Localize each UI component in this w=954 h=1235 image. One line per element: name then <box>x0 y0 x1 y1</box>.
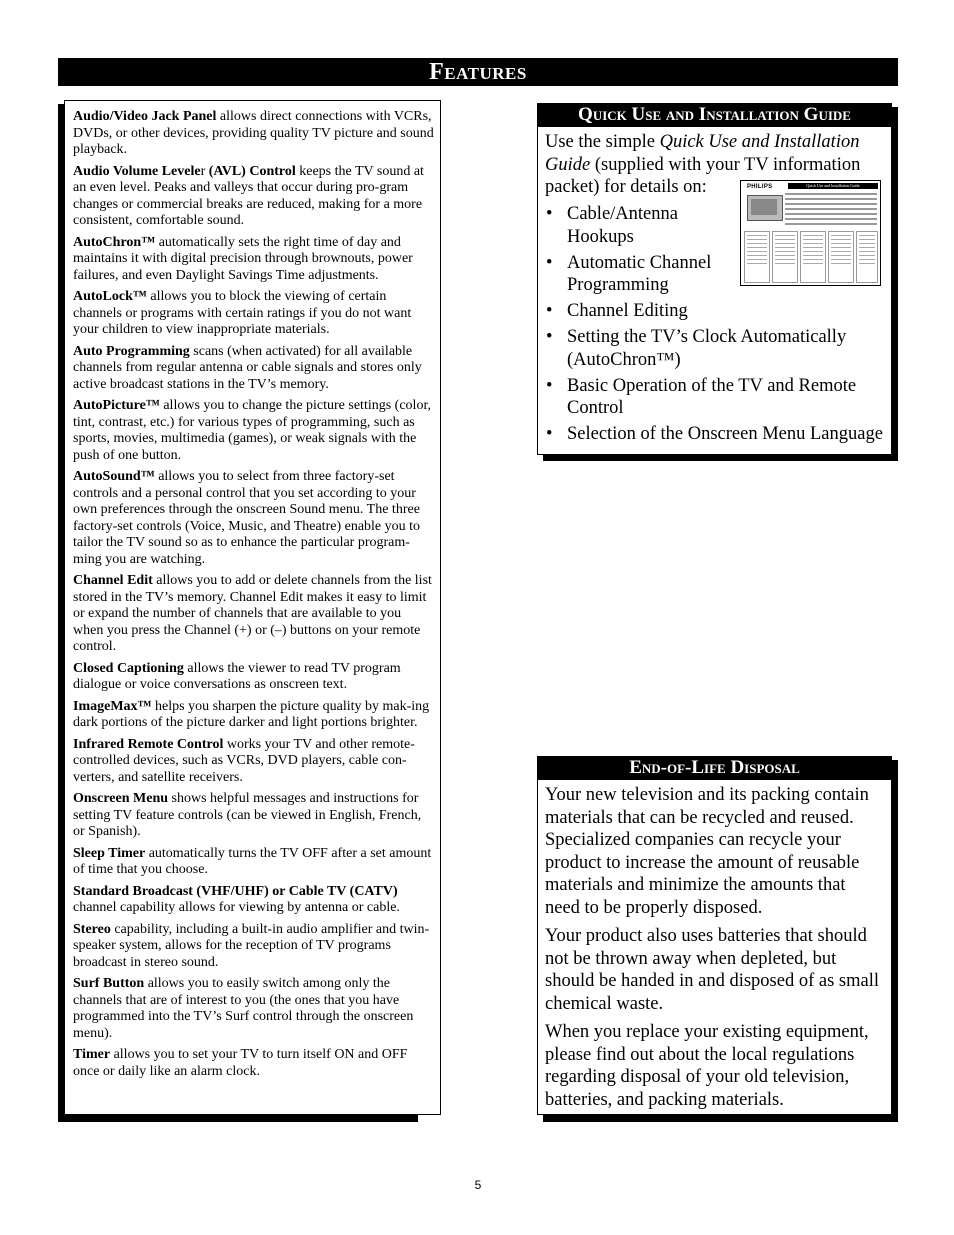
feature-item: AutoPicture™ allows you to change the picture settings (color, tint, contrast, etc.) for various types of programming, such as sports, movies, multimedia (games), or weak signals with the push of one button. <box>73 398 432 463</box>
page-number: 5 <box>474 1178 482 1192</box>
feature-item: Sleep Timer automatically turns the TV OFF after a set amount of time that you choose. <box>73 845 432 877</box>
feature-item: ImageMax™ helps you sharpen the picture quality by mak-ing dark portions of the picture darker and light portions brighter. <box>73 698 430 730</box>
guide-list-item: • Basic Operation of the TV and Remote Control <box>545 375 890 420</box>
feature-item: Audio/Video Jack Panel allows direct connections with VCRs, DVDs, or other devices, providing quality TV picture and sound playback. <box>73 109 434 157</box>
philips-logo: PHILIPS <box>747 184 773 190</box>
feature-item: AutoLock™ allows you to block the viewing of certain channels or programs with certain ratings if you do not want your children to view inappropriate materials. <box>73 289 412 337</box>
feature-item: Audio Volume Leveler (AVL) Control keeps the TV sound at an even level. Peaks and valleys that occur during pro-gram changes or commercial breaks are reduced, making for a more consistent, comfortable sound. <box>73 163 424 228</box>
guide-list-item: • Selection of the Onscreen Menu Language <box>545 423 927 446</box>
guide-list-item: • Channel Editing <box>545 300 890 323</box>
thumb-title: Quick Use and Installation Guide <box>788 183 878 189</box>
feature-item: Surf Button allows you to easily switch among only the channels that are of interest to you (the ones that you have programmed into the TV’s Surf control through the onscreen menu). <box>73 976 414 1041</box>
feature-item: AutoSound™ allows you to select from three factory-set controls and a personal control that you set according to your own preferences through the onscreen Sound menu. The three factory-set controls (Voice, Music, and Theatre) enable you to tailor the TV sound so as to enhance the particular program-ming you are watching. <box>73 469 421 567</box>
disposal-heading: End-of-Life Disposal <box>537 756 892 780</box>
feature-item: Channel Edit allows you to add or delete channels from the list stored in the TV’s memory. Channel Edit makes it easy to limit or expand the number of channels that are available to you when you press the Channel (+) or (–) buttons on your remote control. <box>73 573 432 654</box>
feature-item: Onscreen Menu shows helpful messages and instructions for setting TV feature controls (can be viewed in English, French, or Spanish). <box>73 791 422 839</box>
feature-item: Timer allows you to set your TV to turn itself ON and OFF once or daily like an alarm clock. <box>73 1047 408 1079</box>
guide-list <box>545 203 890 449</box>
disposal-paragraph: When you replace your existing equipment, please find out about the local regulations regarding disposal of your old television, batteries, and packing materials. <box>545 1022 869 1110</box>
guide-heading: Quick Use and Installation Guide <box>537 103 892 127</box>
guide-list-item: • Automatic Channel Programming <box>545 252 727 297</box>
page-title: Features <box>58 58 898 86</box>
feature-item: Auto Programming scans (when activated) for all available channels from regular antenna or cable signals and stores only active broadcast stations in the TV’s memory. <box>73 343 422 392</box>
feature-item: Closed Captioning allows the viewer to read TV program dialogue or voice conversations as onscreen text. <box>73 660 401 692</box>
disposal-paragraph: Your product also uses batteries that should not be thrown away when depleted, but should be handed in and disposed of as small chemical waste. <box>545 926 879 1014</box>
feature-item: AutoChron™ automatically sets the right time of day and maintains it with digital precision through brownouts, power failures, and even Daylight Savings Time adjustments. <box>73 234 413 283</box>
guide-list-item: • Cable/Antenna Hookups <box>545 203 707 248</box>
disposal-paragraph: Your new television and its packing contain materials that can be recycled and reused. Specialized companies can recycle your product to increase the amount of reusable materials and minimize the amounts that need to be properly disposed. <box>545 785 869 918</box>
feature-item: Standard Broadcast (VHF/UHF) or Cable TV (CATV) channel capability allows for viewing by antenna or cable. <box>73 883 400 915</box>
guide-list-item: • Setting the TV’s Clock Automatically (AutoChron™) <box>545 326 890 371</box>
disposal-text <box>545 784 885 1117</box>
feature-item: Infrared Remote Control works your TV and other remote-controlled devices, such as VCRs, DVD players, cable con-verters, and satellite receivers. <box>73 736 415 785</box>
guide-intro: Use the simple Quick Use and Installation Guide (supplied with your TV information packet) for details on: <box>545 132 861 197</box>
feature-item: Stereo capability, including a built-in audio amplifier and twin-speaker system, allows for the reception of TV programs broadcast in stereo sound. <box>73 921 430 970</box>
features-box <box>64 100 441 1115</box>
